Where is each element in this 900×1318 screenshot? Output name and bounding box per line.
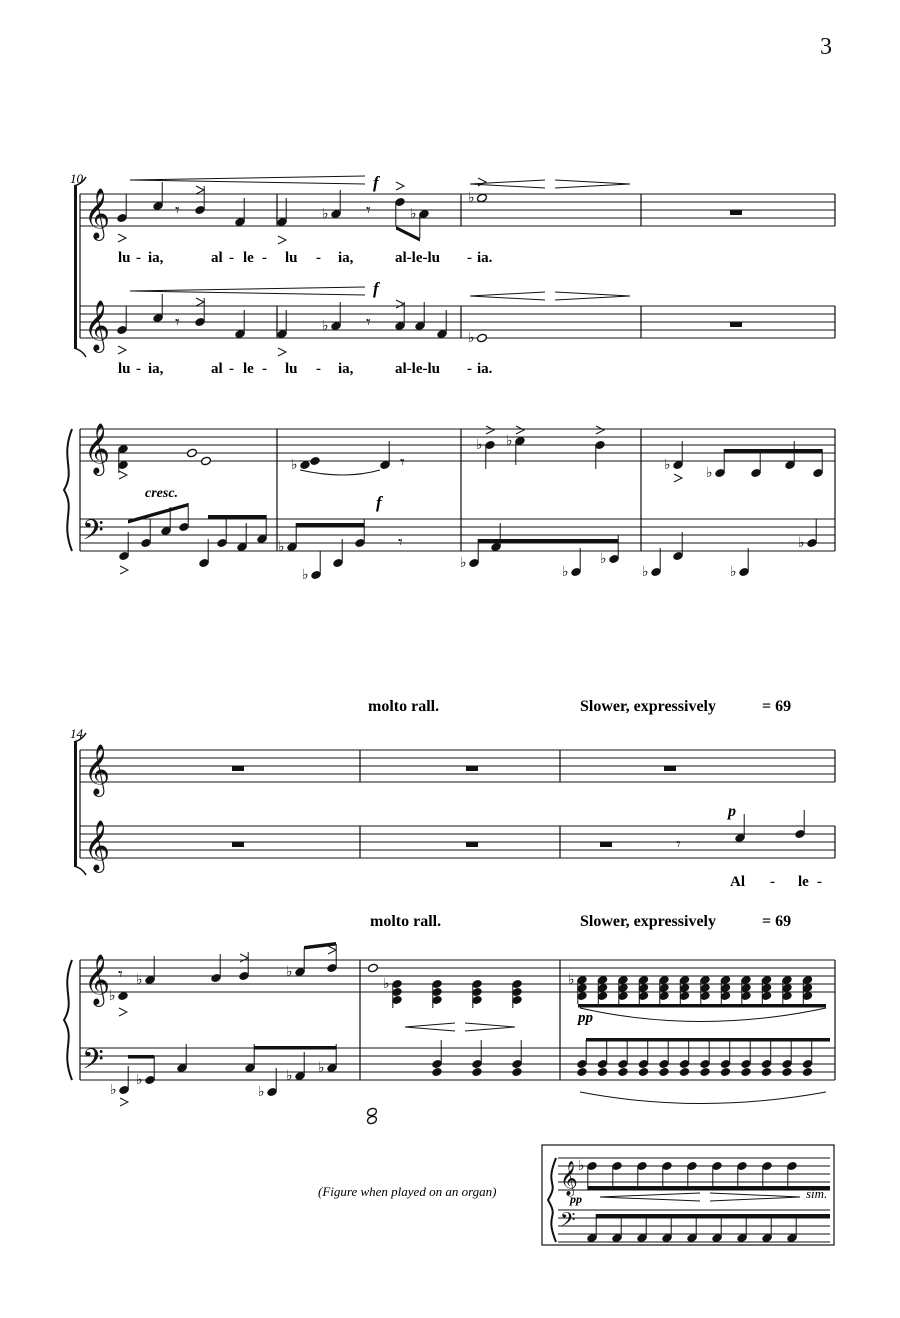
diminuendo-hairpin <box>710 1193 800 1197</box>
note-head <box>740 1067 751 1077</box>
choir-bracket <box>74 742 77 866</box>
slur <box>580 1092 826 1104</box>
accent-mark <box>120 1098 128 1106</box>
whole-rest <box>730 322 742 327</box>
diminuendo-hairpin <box>555 292 630 296</box>
crescendo-hairpin <box>470 184 545 188</box>
note-head <box>638 1067 649 1077</box>
beam <box>702 1004 764 1008</box>
note-head <box>366 1115 377 1125</box>
crescendo-hairpin <box>130 176 365 180</box>
beam <box>396 226 420 242</box>
beam <box>578 1004 640 1008</box>
accent-mark <box>196 186 204 194</box>
lyric-syllable: lu <box>118 250 131 266</box>
dynamic-pianissimo: pp <box>578 1010 593 1026</box>
treble-clef: 𝄞 <box>84 300 111 351</box>
organ-sim: sim. <box>806 1186 828 1201</box>
beam <box>296 523 364 527</box>
beam <box>764 1004 826 1008</box>
diminuendo-hairpin <box>465 1023 515 1027</box>
beam <box>208 515 266 519</box>
organ-dynamic-pp: pp <box>570 1192 582 1206</box>
organ-figure-caption: (Figure when played on an organ) <box>318 1184 497 1199</box>
beam <box>588 1186 830 1190</box>
lyric-hyphen: - <box>136 250 141 266</box>
lyric-syllable: ia, <box>148 361 164 377</box>
accent-mark <box>119 471 127 479</box>
note-head <box>576 1067 587 1077</box>
lyric-hyphen: - <box>262 361 267 377</box>
lyric-syllable: al <box>211 250 223 266</box>
lyric-syllable: al-le-lu <box>395 361 440 377</box>
tie <box>300 470 380 475</box>
note-head <box>200 456 211 466</box>
page-number: 3 <box>820 34 832 60</box>
flat-sign: ♭ <box>600 551 607 567</box>
whole-rest <box>730 210 742 215</box>
tempo-molto-rall-piano: molto rall. <box>370 913 442 930</box>
accent-mark <box>396 300 404 308</box>
beam <box>304 942 336 950</box>
crescendo-hairpin <box>130 287 365 291</box>
choir-bracket <box>74 186 77 348</box>
rest: 𝄾 <box>366 312 371 333</box>
note-head <box>802 1067 813 1077</box>
flat-sign: ♭ <box>706 465 713 481</box>
flat-sign: ♭ <box>258 1084 265 1100</box>
lyric-syllable: lu <box>285 250 298 266</box>
flat-sign: ♭ <box>136 972 143 988</box>
bass-clef: 𝄢 <box>82 1043 104 1083</box>
note-head <box>617 1067 628 1077</box>
crescendo-hairpin <box>600 1197 700 1201</box>
lyric-hyphen: - <box>467 250 472 266</box>
flat-sign: ♭ <box>109 988 116 1004</box>
note-head <box>367 963 378 973</box>
rest: 𝄾 <box>398 532 403 553</box>
bass-clef: 𝄢 <box>82 514 104 554</box>
treble-clef: 𝄞 <box>84 188 111 239</box>
lyric-hyphen: - <box>136 361 141 377</box>
diminuendo-hairpin <box>555 184 630 188</box>
note-head <box>186 448 197 458</box>
flat-sign: ♭ <box>286 964 293 980</box>
flat-sign: ♭ <box>578 1158 585 1174</box>
rest: 𝄾 <box>676 834 681 855</box>
rest: 𝄾 <box>118 964 123 985</box>
beam <box>586 1038 648 1042</box>
note-head <box>720 1067 731 1077</box>
treble-clef: 𝄞 <box>84 744 111 795</box>
piano-brace <box>64 960 72 1080</box>
note-head <box>761 1067 772 1077</box>
flat-sign: ♭ <box>460 555 467 571</box>
note-head <box>117 991 128 1001</box>
note-head <box>658 1067 669 1077</box>
accent-mark <box>396 182 404 190</box>
tempo-slower-piano: Slower, expressively <box>580 913 716 930</box>
lyric-hyphen: - <box>467 361 472 377</box>
crescendo-hairpin <box>470 180 545 184</box>
accent-mark <box>278 348 286 356</box>
beam <box>724 449 822 453</box>
lyric-syllable: lu <box>285 361 298 377</box>
flat-sign: ♭ <box>642 564 649 580</box>
beam <box>710 1038 772 1042</box>
flat-sign: ♭ <box>506 433 513 449</box>
piano-brace <box>64 429 72 551</box>
crescendo-hairpin <box>405 1023 455 1027</box>
staff-lines <box>64 177 835 1245</box>
whole-rest <box>232 842 244 847</box>
beam <box>772 1038 830 1042</box>
accent-mark <box>120 566 128 574</box>
crescendo-hairpin <box>600 1193 700 1197</box>
soprano-lyrics <box>118 250 493 266</box>
accent-mark <box>278 236 286 244</box>
lyric-hyphen: - <box>229 250 234 266</box>
rest: 𝄾 <box>400 452 405 473</box>
flat-sign: ♭ <box>383 976 390 992</box>
lyric-hyphen: - <box>229 361 234 377</box>
rest: 𝄾 <box>175 200 180 221</box>
diminuendo-hairpin <box>710 1197 800 1201</box>
flat-sign: ♭ <box>286 1068 293 1084</box>
lyric-syllable: lu <box>118 361 131 377</box>
rest: 𝄾 <box>366 200 371 221</box>
accent-mark <box>486 426 494 434</box>
note-head <box>597 1067 608 1077</box>
flat-sign: ♭ <box>562 564 569 580</box>
tempo-mm-voices: = 69 <box>762 698 792 715</box>
diminuendo-hairpin <box>465 1027 515 1031</box>
flat-sign: ♭ <box>322 206 329 222</box>
flat-sign: ♭ <box>468 190 475 206</box>
lyric-syllable: ia. <box>477 250 493 266</box>
beam <box>640 1004 702 1008</box>
tempo-mm-piano: = 69 <box>762 913 792 930</box>
lyric-syllable: le <box>243 361 254 377</box>
flat-sign: ♭ <box>410 206 417 222</box>
beam <box>596 1214 830 1218</box>
flat-sign: ♭ <box>798 535 805 551</box>
crescendo-hairpin <box>405 1027 455 1031</box>
flat-sign: ♭ <box>110 1082 117 1098</box>
lyric-hyphen: - <box>817 874 822 890</box>
beam <box>128 503 188 524</box>
measure-number-10: 10 <box>70 171 83 186</box>
crescendo-hairpin <box>470 296 545 300</box>
lyric-syllable: ia, <box>148 250 164 266</box>
accent-mark <box>328 946 336 954</box>
dynamic-forte-soprano: f <box>373 173 379 192</box>
note-head <box>476 193 487 203</box>
flat-sign: ♭ <box>136 1072 143 1088</box>
lyric-syllable: ia, <box>338 361 354 377</box>
alto-lyrics-2 <box>730 874 822 890</box>
lyric-syllable: le <box>243 250 254 266</box>
treble-clef: 𝄞 <box>84 423 111 474</box>
note-head <box>476 333 487 343</box>
note-head <box>781 1067 792 1077</box>
lyric-hyphen: - <box>316 250 321 266</box>
treble-clef: 𝄞 <box>84 820 111 871</box>
beam <box>128 1055 154 1059</box>
lyric-syllable: ia, <box>338 250 354 266</box>
flat-sign: ♭ <box>322 318 329 334</box>
dynamic-piano-alto: p <box>728 803 736 820</box>
crescendo-hairpin <box>130 180 365 184</box>
flat-sign: ♭ <box>318 1060 325 1076</box>
lyric-hyphen: - <box>316 361 321 377</box>
note-head <box>679 1067 690 1077</box>
whole-rest <box>600 842 612 847</box>
beam <box>648 1038 710 1042</box>
note-head <box>309 456 320 466</box>
flat-sign: ♭ <box>302 567 309 583</box>
rest: 𝄾 <box>175 312 180 333</box>
lyric-hyphen: - <box>262 250 267 266</box>
crescendo-hairpin <box>470 292 545 296</box>
notes <box>109 176 830 1243</box>
bass-clef: 𝄢 <box>560 1208 576 1236</box>
alto-lyrics <box>118 361 493 377</box>
diminuendo-hairpin <box>555 296 630 300</box>
accent-mark <box>118 234 126 242</box>
flat-sign: ♭ <box>568 972 575 988</box>
crescendo-hairpin <box>130 291 365 295</box>
accent-mark <box>596 426 604 434</box>
note-head <box>431 1067 442 1077</box>
flat-sign: ♭ <box>468 330 475 346</box>
lyric-syllable: le <box>798 874 809 890</box>
whole-rest <box>466 842 478 847</box>
whole-rest <box>232 766 244 771</box>
treble-clef: 𝄞 <box>560 1161 578 1196</box>
beam <box>254 1046 336 1050</box>
piano-brace <box>548 1158 556 1242</box>
diminuendo-hairpin <box>555 180 630 184</box>
beam <box>478 539 618 543</box>
lyric-syllable: Al <box>730 874 745 890</box>
flat-sign: ♭ <box>476 437 483 453</box>
treble-clef: 𝄞 <box>84 954 111 1005</box>
measure-number-14: 14 <box>70 726 83 741</box>
accent-mark <box>516 426 524 434</box>
accent-mark <box>118 346 126 354</box>
note-head <box>471 1067 482 1077</box>
slur <box>580 1008 826 1022</box>
lyric-syllable: al-le-lu <box>395 250 440 266</box>
dynamic-forte-alto: f <box>373 279 379 298</box>
whole-rest <box>664 766 676 771</box>
note-head <box>699 1067 710 1077</box>
dynamic-forte-piano: f <box>376 493 382 512</box>
lyric-syllable: al <box>211 361 223 377</box>
note-head <box>511 1067 522 1077</box>
flat-sign: ♭ <box>291 457 298 473</box>
tempo-slower-voices: Slower, expressively <box>580 698 716 715</box>
accent-mark <box>240 954 248 962</box>
accent-mark <box>196 298 204 306</box>
tempo-molto-rall-voices: molto rall. <box>368 698 440 715</box>
flat-sign: ♭ <box>278 539 285 555</box>
lyric-syllable: ia. <box>477 361 493 377</box>
accent-mark <box>119 1008 127 1016</box>
lyric-hyphen: - <box>770 874 775 890</box>
flat-sign: ♭ <box>664 457 671 473</box>
organ-figure-box <box>542 1145 834 1245</box>
accent-mark <box>674 474 682 482</box>
note-head <box>366 1107 377 1117</box>
flat-sign: ♭ <box>730 564 737 580</box>
dynamic-cresc: cresc. <box>145 486 179 501</box>
whole-rest <box>466 766 478 771</box>
note-head <box>299 460 310 470</box>
